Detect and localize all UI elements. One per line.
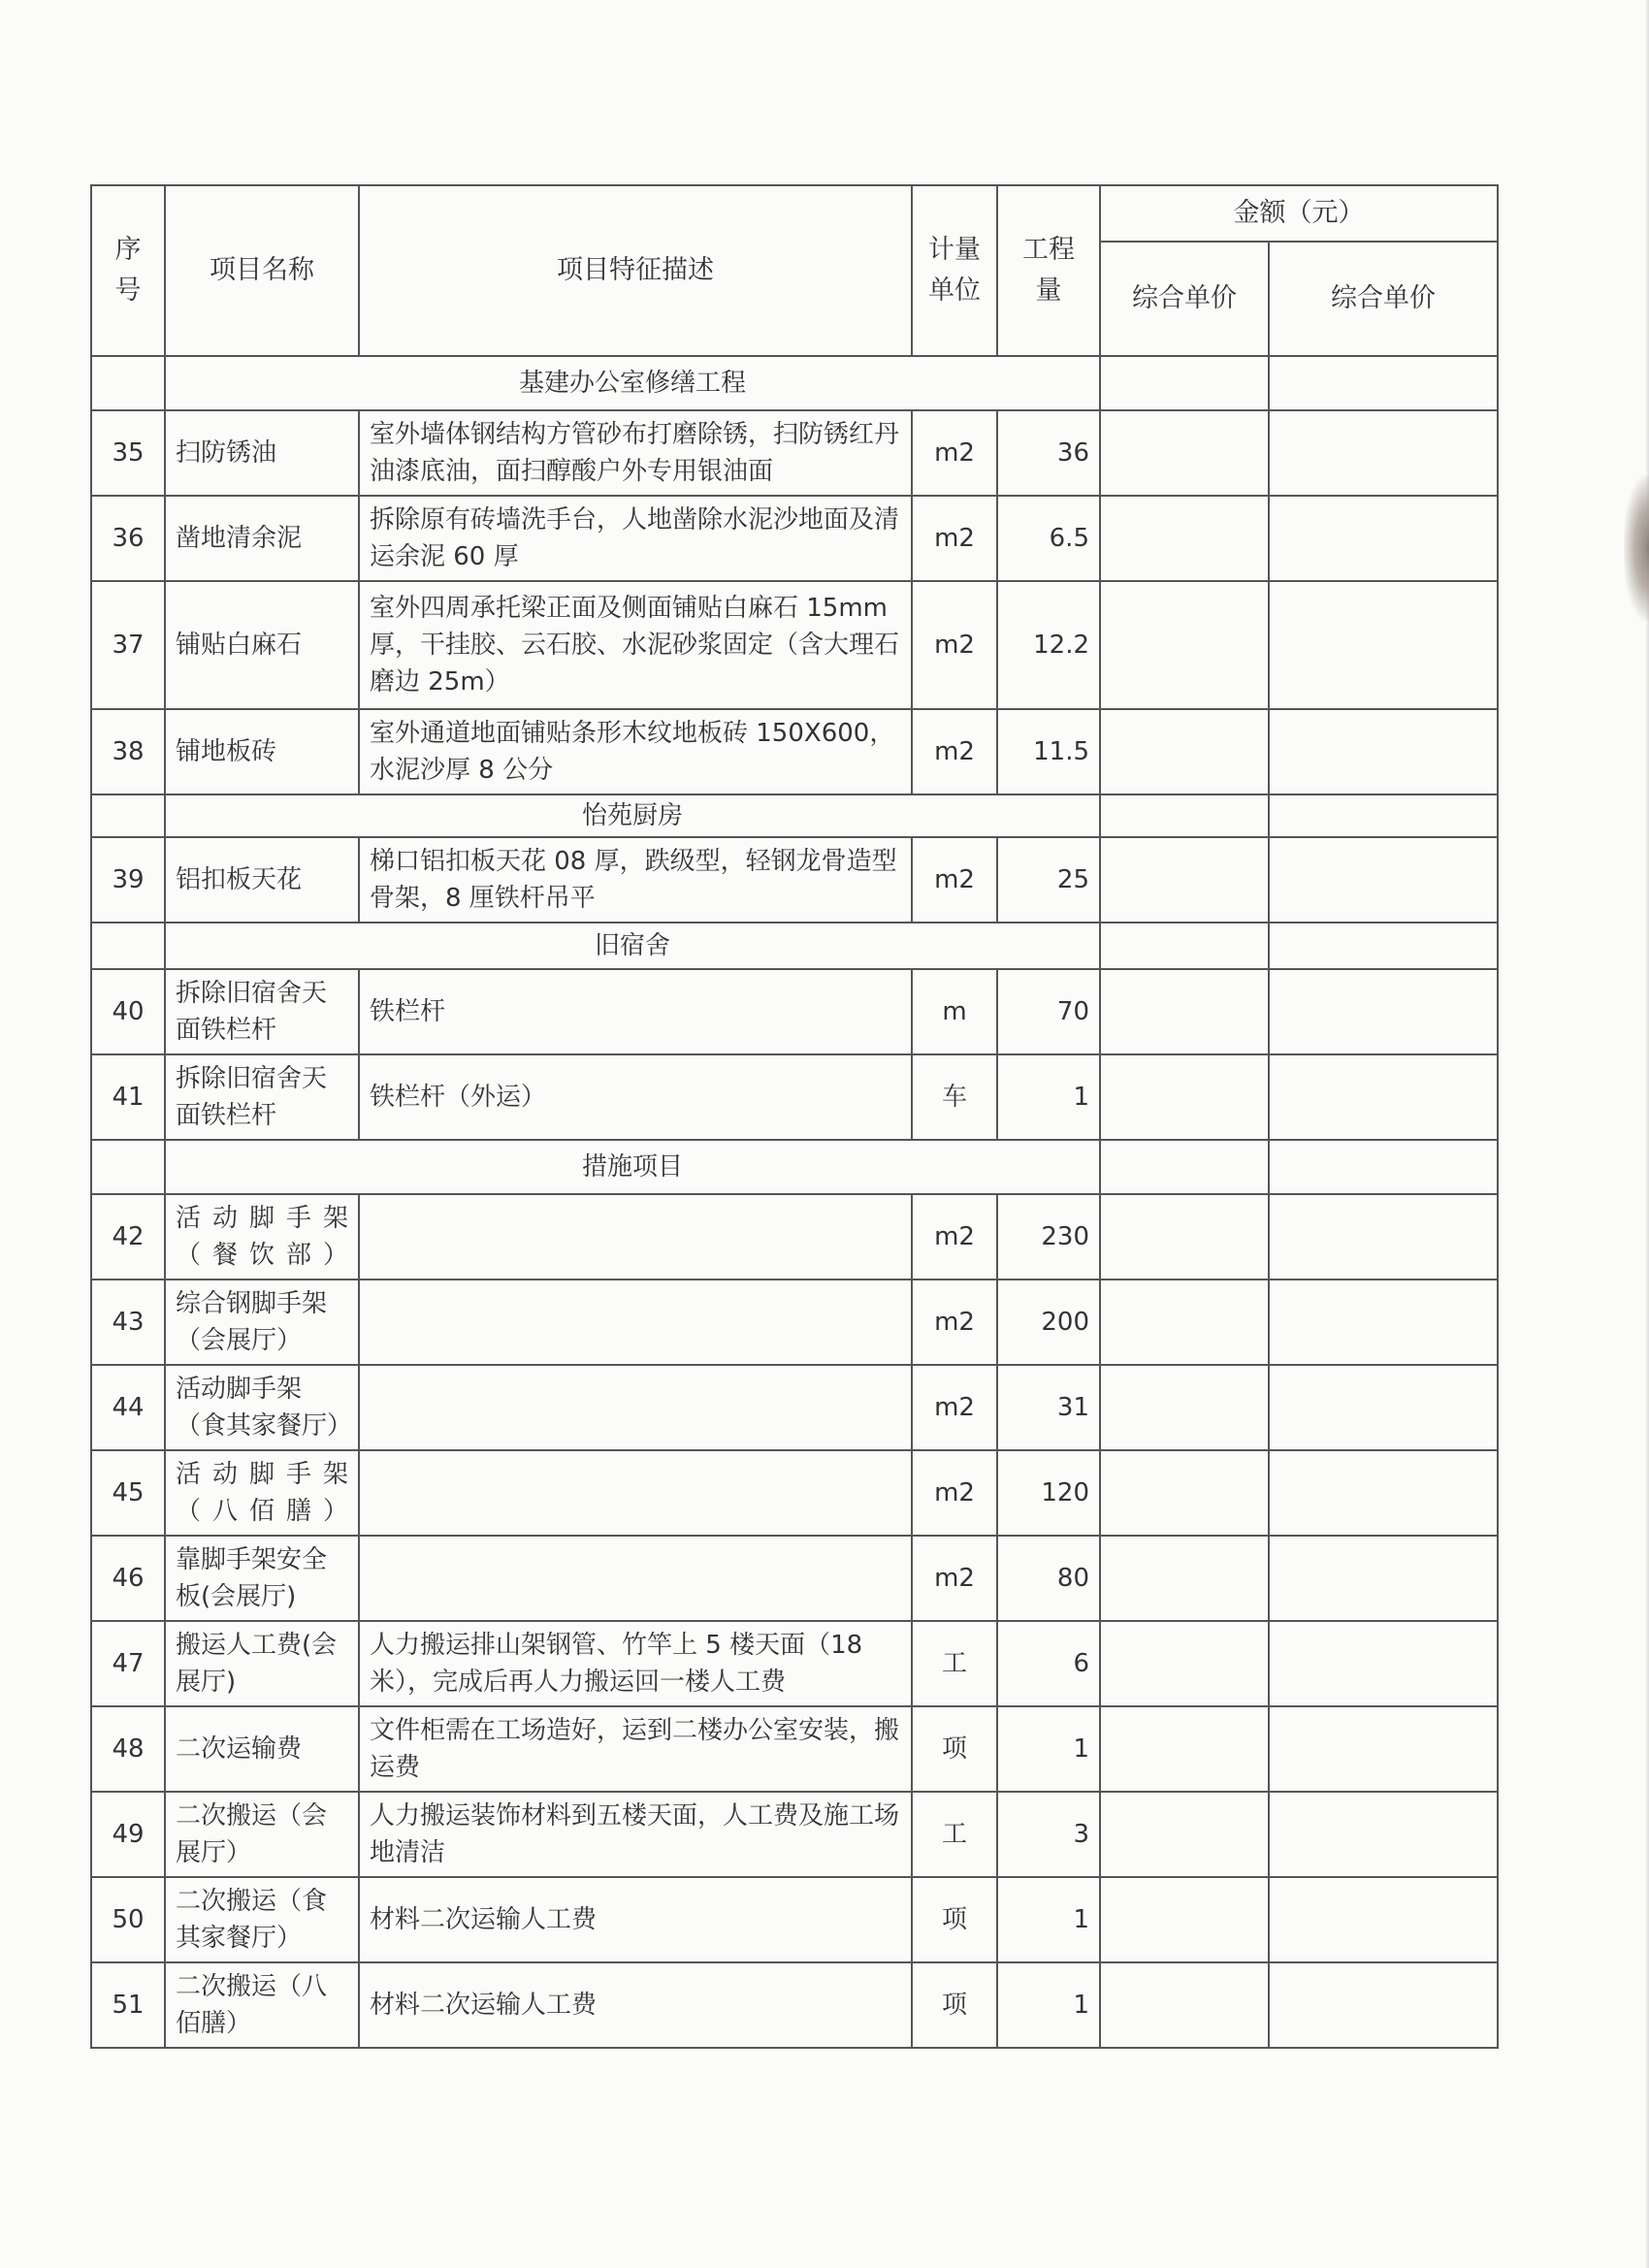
table-row <box>91 1706 1498 1792</box>
item-name: 二次运输费 <box>165 1706 359 1792</box>
section-price-cell <box>1100 794 1269 837</box>
scan-edge <box>1645 0 1649 2268</box>
item-description <box>359 1365 912 1450</box>
item-unit-price-2 <box>1269 1621 1498 1706</box>
item-name: 靠脚手架安全板(会展厅) <box>165 1536 359 1621</box>
item-unit-price-2 <box>1269 1450 1498 1536</box>
item-unit-price-2 <box>1269 1792 1498 1877</box>
section-price-cell-2 <box>1269 1140 1498 1194</box>
item-name: 活动脚手架（八佰膳） <box>165 1450 359 1536</box>
row-number: 48 <box>91 1706 165 1792</box>
item-unit: 车 <box>912 1054 997 1140</box>
header-amount: 金额（元） <box>1100 185 1498 242</box>
row-number: 37 <box>91 581 165 709</box>
item-quantity: 1 <box>997 1706 1100 1792</box>
header-unit: 计量 单位 <box>912 185 997 356</box>
section-seq-cell <box>91 923 165 969</box>
item-unit-price <box>1100 709 1269 794</box>
table-row <box>91 1877 1498 1962</box>
item-unit-price <box>1100 1621 1269 1706</box>
item-unit-price <box>1100 581 1269 709</box>
header-desc: 项目特征描述 <box>359 185 912 356</box>
item-quantity: 31 <box>997 1365 1100 1450</box>
table-row <box>91 496 1498 581</box>
item-unit-price-2 <box>1269 969 1498 1054</box>
section-seq-cell <box>91 356 165 410</box>
item-unit-price-2 <box>1269 709 1498 794</box>
table-row <box>91 837 1498 923</box>
item-description: 拆除原有砖墙洗手台，人地凿除水泥沙地面及清运余泥 60 厚 <box>359 496 912 581</box>
item-unit: m2 <box>912 1450 997 1536</box>
item-name: 扫防锈油 <box>165 410 359 496</box>
item-unit-price-2 <box>1269 1194 1498 1280</box>
item-unit-price <box>1100 1792 1269 1877</box>
header-seq: 序 号 <box>91 185 165 356</box>
item-unit-price <box>1100 1536 1269 1621</box>
item-description: 铁栏杆 <box>359 969 912 1054</box>
item-unit: m2 <box>912 709 997 794</box>
item-quantity: 230 <box>997 1194 1100 1280</box>
item-description: 室外通道地面铺贴条形木纹地板砖 150X600，水泥沙厚 8 公分 <box>359 709 912 794</box>
item-description <box>359 1450 912 1536</box>
item-unit-price <box>1100 837 1269 923</box>
item-unit-price <box>1100 1877 1269 1962</box>
item-quantity: 12.2 <box>997 581 1100 709</box>
item-unit-price-2 <box>1269 1706 1498 1792</box>
row-number: 41 <box>91 1054 165 1140</box>
item-description: 文件柜需在工场造好，运到二楼办公室安装，搬运费 <box>359 1706 912 1792</box>
item-unit-price <box>1100 1365 1269 1450</box>
table-row <box>91 1194 1498 1280</box>
item-name: 凿地清余泥 <box>165 496 359 581</box>
section-price-cell-2 <box>1269 923 1498 969</box>
section-price-cell-2 <box>1269 356 1498 410</box>
section-title: 旧宿舍 <box>165 923 1100 969</box>
table-row <box>91 709 1498 794</box>
item-name: 二次搬运（食其家餐厅） <box>165 1877 359 1962</box>
item-unit: 项 <box>912 1877 997 1962</box>
item-quantity: 1 <box>997 1877 1100 1962</box>
item-name: 综合钢脚手架（会展厅） <box>165 1280 359 1365</box>
item-unit: m <box>912 969 997 1054</box>
item-name: 二次搬运（会展厅） <box>165 1792 359 1877</box>
section-title: 措施项目 <box>165 1140 1100 1194</box>
table-row <box>91 969 1498 1054</box>
item-unit-price <box>1100 1450 1269 1536</box>
item-quantity: 200 <box>997 1280 1100 1365</box>
item-description: 铁栏杆（外运） <box>359 1054 912 1140</box>
item-unit: m2 <box>912 837 997 923</box>
row-number: 45 <box>91 1450 165 1536</box>
item-quantity: 1 <box>997 1054 1100 1140</box>
item-description: 材料二次运输人工费 <box>359 1962 912 2048</box>
section-row <box>91 1140 1498 1194</box>
section-seq-cell <box>91 1140 165 1194</box>
item-name: 活动脚手架（餐饮部） <box>165 1194 359 1280</box>
header-name: 项目名称 <box>165 185 359 356</box>
table-row <box>91 1450 1498 1536</box>
header-unit-price: 综合单价 <box>1100 242 1269 356</box>
item-quantity: 11.5 <box>997 709 1100 794</box>
row-number: 51 <box>91 1962 165 2048</box>
item-unit-price-2 <box>1269 1962 1498 2048</box>
item-quantity: 120 <box>997 1450 1100 1536</box>
item-description: 人力搬运排山架钢管、竹竿上 5 楼天面（18 米），完成后再人力搬运回一楼人工费 <box>359 1621 912 1706</box>
table-row <box>91 1280 1498 1365</box>
item-description: 室外四周承托梁正面及侧面铺贴白麻石 15mm 厚，干挂胶、云石胶、水泥砂浆固定（含大理石磨边 25m） <box>359 581 912 709</box>
table-row <box>91 1621 1498 1706</box>
item-description <box>359 1280 912 1365</box>
item-unit: m2 <box>912 581 997 709</box>
header-unit-price-2: 综合单价 <box>1269 242 1498 356</box>
item-unit-price <box>1100 1280 1269 1365</box>
row-number: 47 <box>91 1621 165 1706</box>
row-number: 44 <box>91 1365 165 1450</box>
item-unit-price <box>1100 1962 1269 2048</box>
section-price-cell <box>1100 923 1269 969</box>
item-name: 铝扣板天花 <box>165 837 359 923</box>
item-unit-price-2 <box>1269 581 1498 709</box>
item-unit-price <box>1100 969 1269 1054</box>
row-number: 35 <box>91 410 165 496</box>
item-quantity: 25 <box>997 837 1100 923</box>
item-unit-price-2 <box>1269 1536 1498 1621</box>
item-unit: 项 <box>912 1962 997 2048</box>
item-name: 铺贴白麻石 <box>165 581 359 709</box>
table-row <box>91 1962 1498 2048</box>
section-title: 怡苑厨房 <box>165 794 1100 837</box>
section-price-cell <box>1100 356 1269 410</box>
table-body <box>91 356 1498 2048</box>
item-quantity: 3 <box>997 1792 1100 1877</box>
item-unit: 工 <box>912 1792 997 1877</box>
item-unit-price <box>1100 410 1269 496</box>
item-unit-price <box>1100 496 1269 581</box>
section-price-cell <box>1100 1140 1269 1194</box>
section-title: 基建办公室修缮工程 <box>165 356 1100 410</box>
item-name: 二次搬运（八佰膳） <box>165 1962 359 2048</box>
item-unit: m2 <box>912 410 997 496</box>
item-unit: 工 <box>912 1621 997 1706</box>
row-number: 49 <box>91 1792 165 1877</box>
item-unit-price-2 <box>1269 1877 1498 1962</box>
table-row <box>91 1365 1498 1450</box>
item-unit-price <box>1100 1706 1269 1792</box>
row-number: 40 <box>91 969 165 1054</box>
item-quantity: 70 <box>997 969 1100 1054</box>
item-name: 拆除旧宿舍天面铁栏杆 <box>165 969 359 1054</box>
item-unit-price-2 <box>1269 496 1498 581</box>
item-unit-price-2 <box>1269 410 1498 496</box>
section-seq-cell <box>91 794 165 837</box>
item-unit-price-2 <box>1269 1365 1498 1450</box>
item-name: 拆除旧宿舍天面铁栏杆 <box>165 1054 359 1140</box>
item-description: 人力搬运装饰材料到五楼天面，人工费及施工场地清洁 <box>359 1792 912 1877</box>
item-unit: m2 <box>912 1280 997 1365</box>
section-price-cell-2 <box>1269 794 1498 837</box>
item-unit: m2 <box>912 1536 997 1621</box>
header-qty: 工程 量 <box>997 185 1100 356</box>
item-name: 搬运人工费(会展厅) <box>165 1621 359 1706</box>
row-number: 39 <box>91 837 165 923</box>
item-unit-price-2 <box>1269 1280 1498 1365</box>
item-description: 室外墙体钢结构方管砂布打磨除锈，扫防锈红丹油漆底油，面扫醇酸户外专用银油面 <box>359 410 912 496</box>
table-row <box>91 1536 1498 1621</box>
item-name: 铺地板砖 <box>165 709 359 794</box>
item-unit-price <box>1100 1054 1269 1140</box>
row-number: 43 <box>91 1280 165 1365</box>
item-description <box>359 1194 912 1280</box>
item-quantity: 6 <box>997 1621 1100 1706</box>
item-quantity: 36 <box>997 410 1100 496</box>
table-row <box>91 1792 1498 1877</box>
item-quantity: 1 <box>997 1962 1100 2048</box>
bill-of-quantities-table <box>90 184 1499 2049</box>
table-row <box>91 410 1498 496</box>
section-row <box>91 923 1498 969</box>
item-unit-price-2 <box>1269 1054 1498 1140</box>
row-number: 36 <box>91 496 165 581</box>
item-unit: m2 <box>912 496 997 581</box>
table-row <box>91 581 1498 709</box>
item-unit-price <box>1100 1194 1269 1280</box>
item-unit: m2 <box>912 1365 997 1450</box>
item-quantity: 6.5 <box>997 496 1100 581</box>
item-description <box>359 1536 912 1621</box>
scan-stain <box>1624 475 1649 621</box>
table-row <box>91 1054 1498 1140</box>
section-row <box>91 356 1498 410</box>
row-number: 42 <box>91 1194 165 1280</box>
item-unit: m2 <box>912 1194 997 1280</box>
item-name: 活动脚手架（食其家餐厅） <box>165 1365 359 1450</box>
row-number: 38 <box>91 709 165 794</box>
item-unit: 项 <box>912 1706 997 1792</box>
row-number: 46 <box>91 1536 165 1621</box>
item-quantity: 80 <box>997 1536 1100 1621</box>
row-number: 50 <box>91 1877 165 1962</box>
item-description: 材料二次运输人工费 <box>359 1877 912 1962</box>
item-description: 梯口铝扣板天花 08 厚，跌级型，轻钢龙骨造型骨架，8 厘铁杆吊平 <box>359 837 912 923</box>
item-unit-price-2 <box>1269 837 1498 923</box>
section-row <box>91 794 1498 837</box>
